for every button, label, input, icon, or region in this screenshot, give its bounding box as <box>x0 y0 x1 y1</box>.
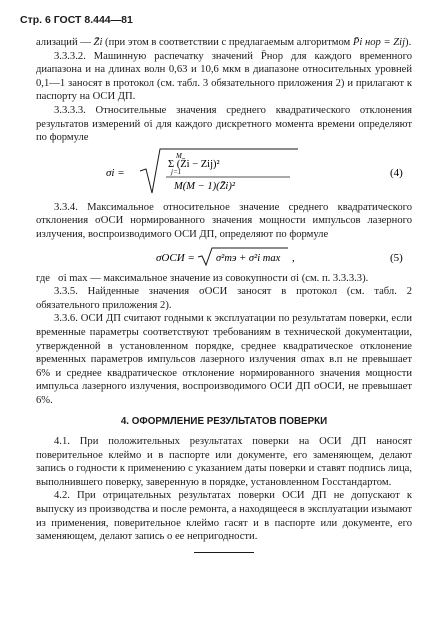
algorithm-symbol: P̄i нор = Zij <box>352 37 406 48</box>
sum-lower-limit: j=1 <box>171 167 182 176</box>
paragraph-3-3-6: 3.3.6. ОСИ ДП считают годными к эксплуатации по результатам поверки, если временные параметры соответствуют требованиям в технической документации, утвержденной в установленном порядке, среднее квадратическое отклонение временных параметров импульсов лазерного излучения σmax в.п не превышает 6% и среднее квадратическое отклонение нормированного значения мощности импульса лазерного излучения, воспроизводимого ОСИ ДП σОСИ, не превышает 6%. <box>36 313 412 406</box>
paragraph-3-3-3-3: 3.3.3.3. Относительные значения среднего квадратического отклонения результатов измерений σi для каждого дискретного момента времени определяют по формуле <box>36 104 412 144</box>
document-body <box>36 36 412 553</box>
where-text: σi max — максимальное значение из совокупности σi (см. п. 3.3.3.3). <box>58 272 369 284</box>
paragraph-3-3-5: 3.3.5. Найденные значения σОСИ заносят в протокол (см. табл. 2 обязательного приложения 2). <box>36 286 412 311</box>
where-label: где <box>36 272 50 284</box>
continuation-text-c: ). <box>405 37 412 48</box>
sum-upper-limit: M <box>176 151 182 160</box>
paragraph-3-3-3-2: 3.3.3.2. Машинную распечатку значений P̄нор для каждого временного диапазона и на длинах волн 0,63 и 10,6 мкм в диапазоне относительных уровней 0,1—1 заносят в протокол (см. табл. 3 обязательного приложения 2) и прилагают к паспорту на ОСИ ДП. <box>36 50 412 103</box>
page-header: Стр. 6 ГОСТ 8.444—81 <box>20 14 133 26</box>
formula-4-numerator: Σ (Z̄i − Zij)² <box>168 158 220 170</box>
continuation-text-a: ализаций — <box>36 37 91 48</box>
equation-number-4: (4) <box>390 166 403 179</box>
equation-number-5: (5) <box>390 251 403 264</box>
formula-4 <box>36 147 412 197</box>
section-4-title: 4. ОФОРМЛЕНИЕ РЕЗУЛЬТАТОВ ПОВЕРКИ <box>120 416 328 428</box>
formula-4-graphic <box>36 147 412 197</box>
where-clause <box>36 272 412 286</box>
end-rule <box>194 552 254 553</box>
mean-symbol: Z̄i <box>93 37 103 48</box>
formula-4-lhs: σi = <box>106 166 125 179</box>
formula-5-tail: , <box>292 251 295 264</box>
formula-4-denominator: M(M − 1)(Z̄i)² <box>174 180 235 192</box>
paragraph-3-3-4: 3.3.4. Максимальное относительное значение среднего квадратического отклонения σОСИ нормированного значения мощности импульсов лазерного излучения, воспроизводимого ОСИ ДП, определяют по формуле <box>36 201 412 240</box>
continuation-text-b: (при этом в соответствии с предлагаемым алгоритмом <box>105 37 351 48</box>
formula-5-graphic <box>36 246 412 268</box>
formula-5-lhs: σОСИ = <box>156 251 195 264</box>
paragraph-4-2: 4.2. При отрицательных результатах поверки ОСИ ДП не допускают к выпуску из производства и после ремонта, а находящееся в эксплуатации изымают из применения, поверительное клеймо гасят и в паспорте или документе, его заменяющем, делают запись о ее непригодности. <box>36 490 412 543</box>
formula-5-rhs: σ²тэ + σ²i max <box>216 252 281 264</box>
paragraph-4-1: 4.1. При положительных результатах поверки на ОСИ ДП наносят поверительное клеймо и в паспорте или документе, его заменяющем, делают запись о годности к применению с указанием даты поверки и ставят подпись лица, выполнившего поверку, заверенную в порядке, установленном Госстандартом. <box>36 436 412 488</box>
formula-5 <box>36 246 412 268</box>
paragraph-continuation <box>36 36 412 50</box>
